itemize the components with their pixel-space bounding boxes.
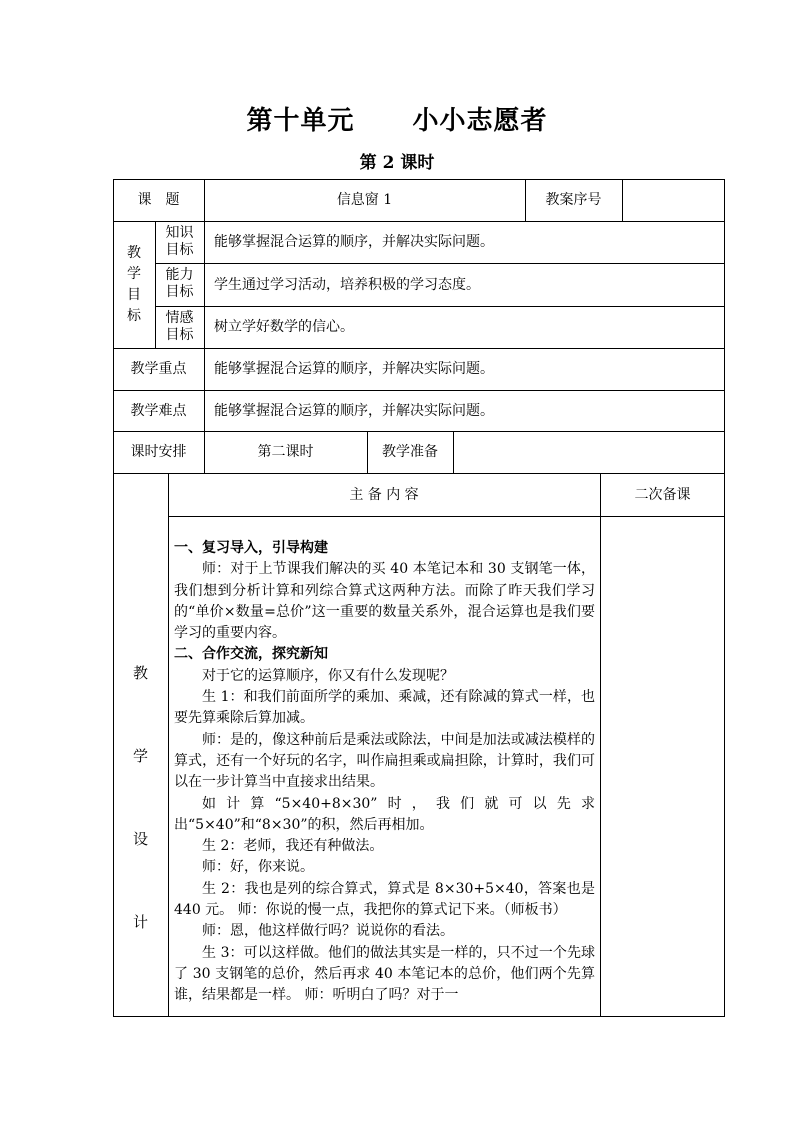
- goals-label-char: 目: [127, 287, 141, 303]
- content-paragraph: 生 2：我也是列的综合算式，算式是 8×30+5×40，答案也是 440 元。 师：你说的慢一点，我把你的算式记下来。（师板书）: [174, 880, 595, 919]
- content-paragraph: 师：好，你来说。: [202, 859, 314, 876]
- goals-label-char: 标: [127, 308, 141, 324]
- second-prep-header: 二次备课: [634, 486, 691, 503]
- design-label-char: 计: [132, 913, 148, 931]
- main-content-header: 主 备 内 容: [349, 486, 419, 503]
- content-paragraph: 如计算“5×40+8×30”时，我们就可以先求出“5×40”和“8×30”的积，然后再相加。: [174, 795, 595, 833]
- goal-text-emotion: 树立学好数学的信心。: [214, 319, 354, 335]
- goals-label-char: 教: [127, 245, 141, 261]
- row-divider: [168, 516, 725, 517]
- goal-text-ability: 学生通过学习活动，培养积极的学习态度。: [214, 276, 480, 293]
- design-label-char: 设: [132, 830, 148, 848]
- goal-sublabel-ability: [155, 267, 204, 301]
- preparation-value[interactable]: [453, 431, 725, 473]
- schedule-label: 课时安排: [130, 444, 187, 460]
- unit-title: 小小志愿者: [412, 106, 548, 136]
- topic-value: 信息窗 1: [336, 192, 393, 208]
- goal-sublabel-line: 目标: [165, 327, 194, 343]
- content-paragraph: 师：恩，他这样做行吗？说说你的看法。: [202, 923, 454, 940]
- page-title: [0, 100, 794, 137]
- key-point-text: 能够掌握混合运算的顺序，并解决实际问题。: [214, 361, 494, 377]
- goal-sublabel-line: 目标: [165, 242, 194, 258]
- goal-sublabel-line: 能力: [165, 267, 194, 283]
- goal-sublabel-emotion: [155, 310, 204, 344]
- schedule-value: 第二课时: [257, 444, 314, 460]
- goal-text-knowledge: 能够掌握混合运算的顺序，并解决实际问题。: [214, 234, 494, 250]
- main-content-body: [174, 538, 595, 1014]
- content-paragraph: 对于它的运算顺序，你又有什么发现呢？: [202, 667, 454, 684]
- goals-label-char: 学: [127, 266, 141, 282]
- content-paragraph: 生 1：和我们前面所学的乘加、乘减，还有除减的算式一样，也要先算乘除后算加减。: [174, 689, 595, 727]
- col-divider: [168, 473, 169, 1017]
- content-paragraph: 生 3：可以这样做。他们的做法其实是一样的，只不过一个先球了 30 支钢笔的总价，然后再求 40 本笔记本的总价，他们两个先算谁，结果都是一样。 师：听明白了吗？对于一: [174, 944, 595, 1004]
- preparation-label: 教学准备: [382, 444, 438, 460]
- section-heading: 二、合作交流，探究新知: [174, 646, 328, 663]
- plan-number-value[interactable]: [622, 179, 725, 221]
- content-paragraph: 师：是的，像这种前后是乘法或除法，中间是加法或减法模样的算式，还有一个好玩的名字，叫作扁担乘或扁担除，计算时，我们可以在一步计算当中直接求出结果。: [174, 731, 595, 791]
- goal-sublabel-line: 目标: [165, 284, 194, 300]
- lesson-label: 第 2 课时: [359, 153, 435, 173]
- topic-label: 课 题: [137, 192, 180, 208]
- difficulty-text: 能够掌握混合运算的顺序，并解决实际问题。: [214, 402, 494, 419]
- design-label-char: 学: [132, 747, 148, 765]
- section-heading: 一、复习导入，引导构建: [174, 540, 328, 556]
- col-divider: [600, 473, 601, 1017]
- unit-label: 第十单元: [246, 106, 355, 136]
- goal-sublabel-line: 知识: [165, 225, 194, 241]
- goal-sublabel-knowledge: [155, 225, 204, 259]
- key-point-label: 教学重点: [130, 361, 187, 377]
- goals-label: [113, 243, 155, 327]
- content-paragraph: 生 2：老师，我还有种做法。: [202, 838, 384, 855]
- plan-number-label: 教案序号: [545, 192, 602, 208]
- content-paragraph: 师：对于上节课我们解决的买 40 本笔记本和 30 支钢笔一体，我们想到分析计算和列综合算式这两种方法。而除了昨天我们学习的“单价×数量=总价”这一重要的数量关系外，混合运算也是我们要学习的重要内容。: [174, 561, 595, 642]
- design-label-char: 教: [132, 664, 148, 682]
- difficulty-label: 教学难点: [130, 402, 187, 419]
- goal-sublabel-line: 情感: [165, 310, 194, 326]
